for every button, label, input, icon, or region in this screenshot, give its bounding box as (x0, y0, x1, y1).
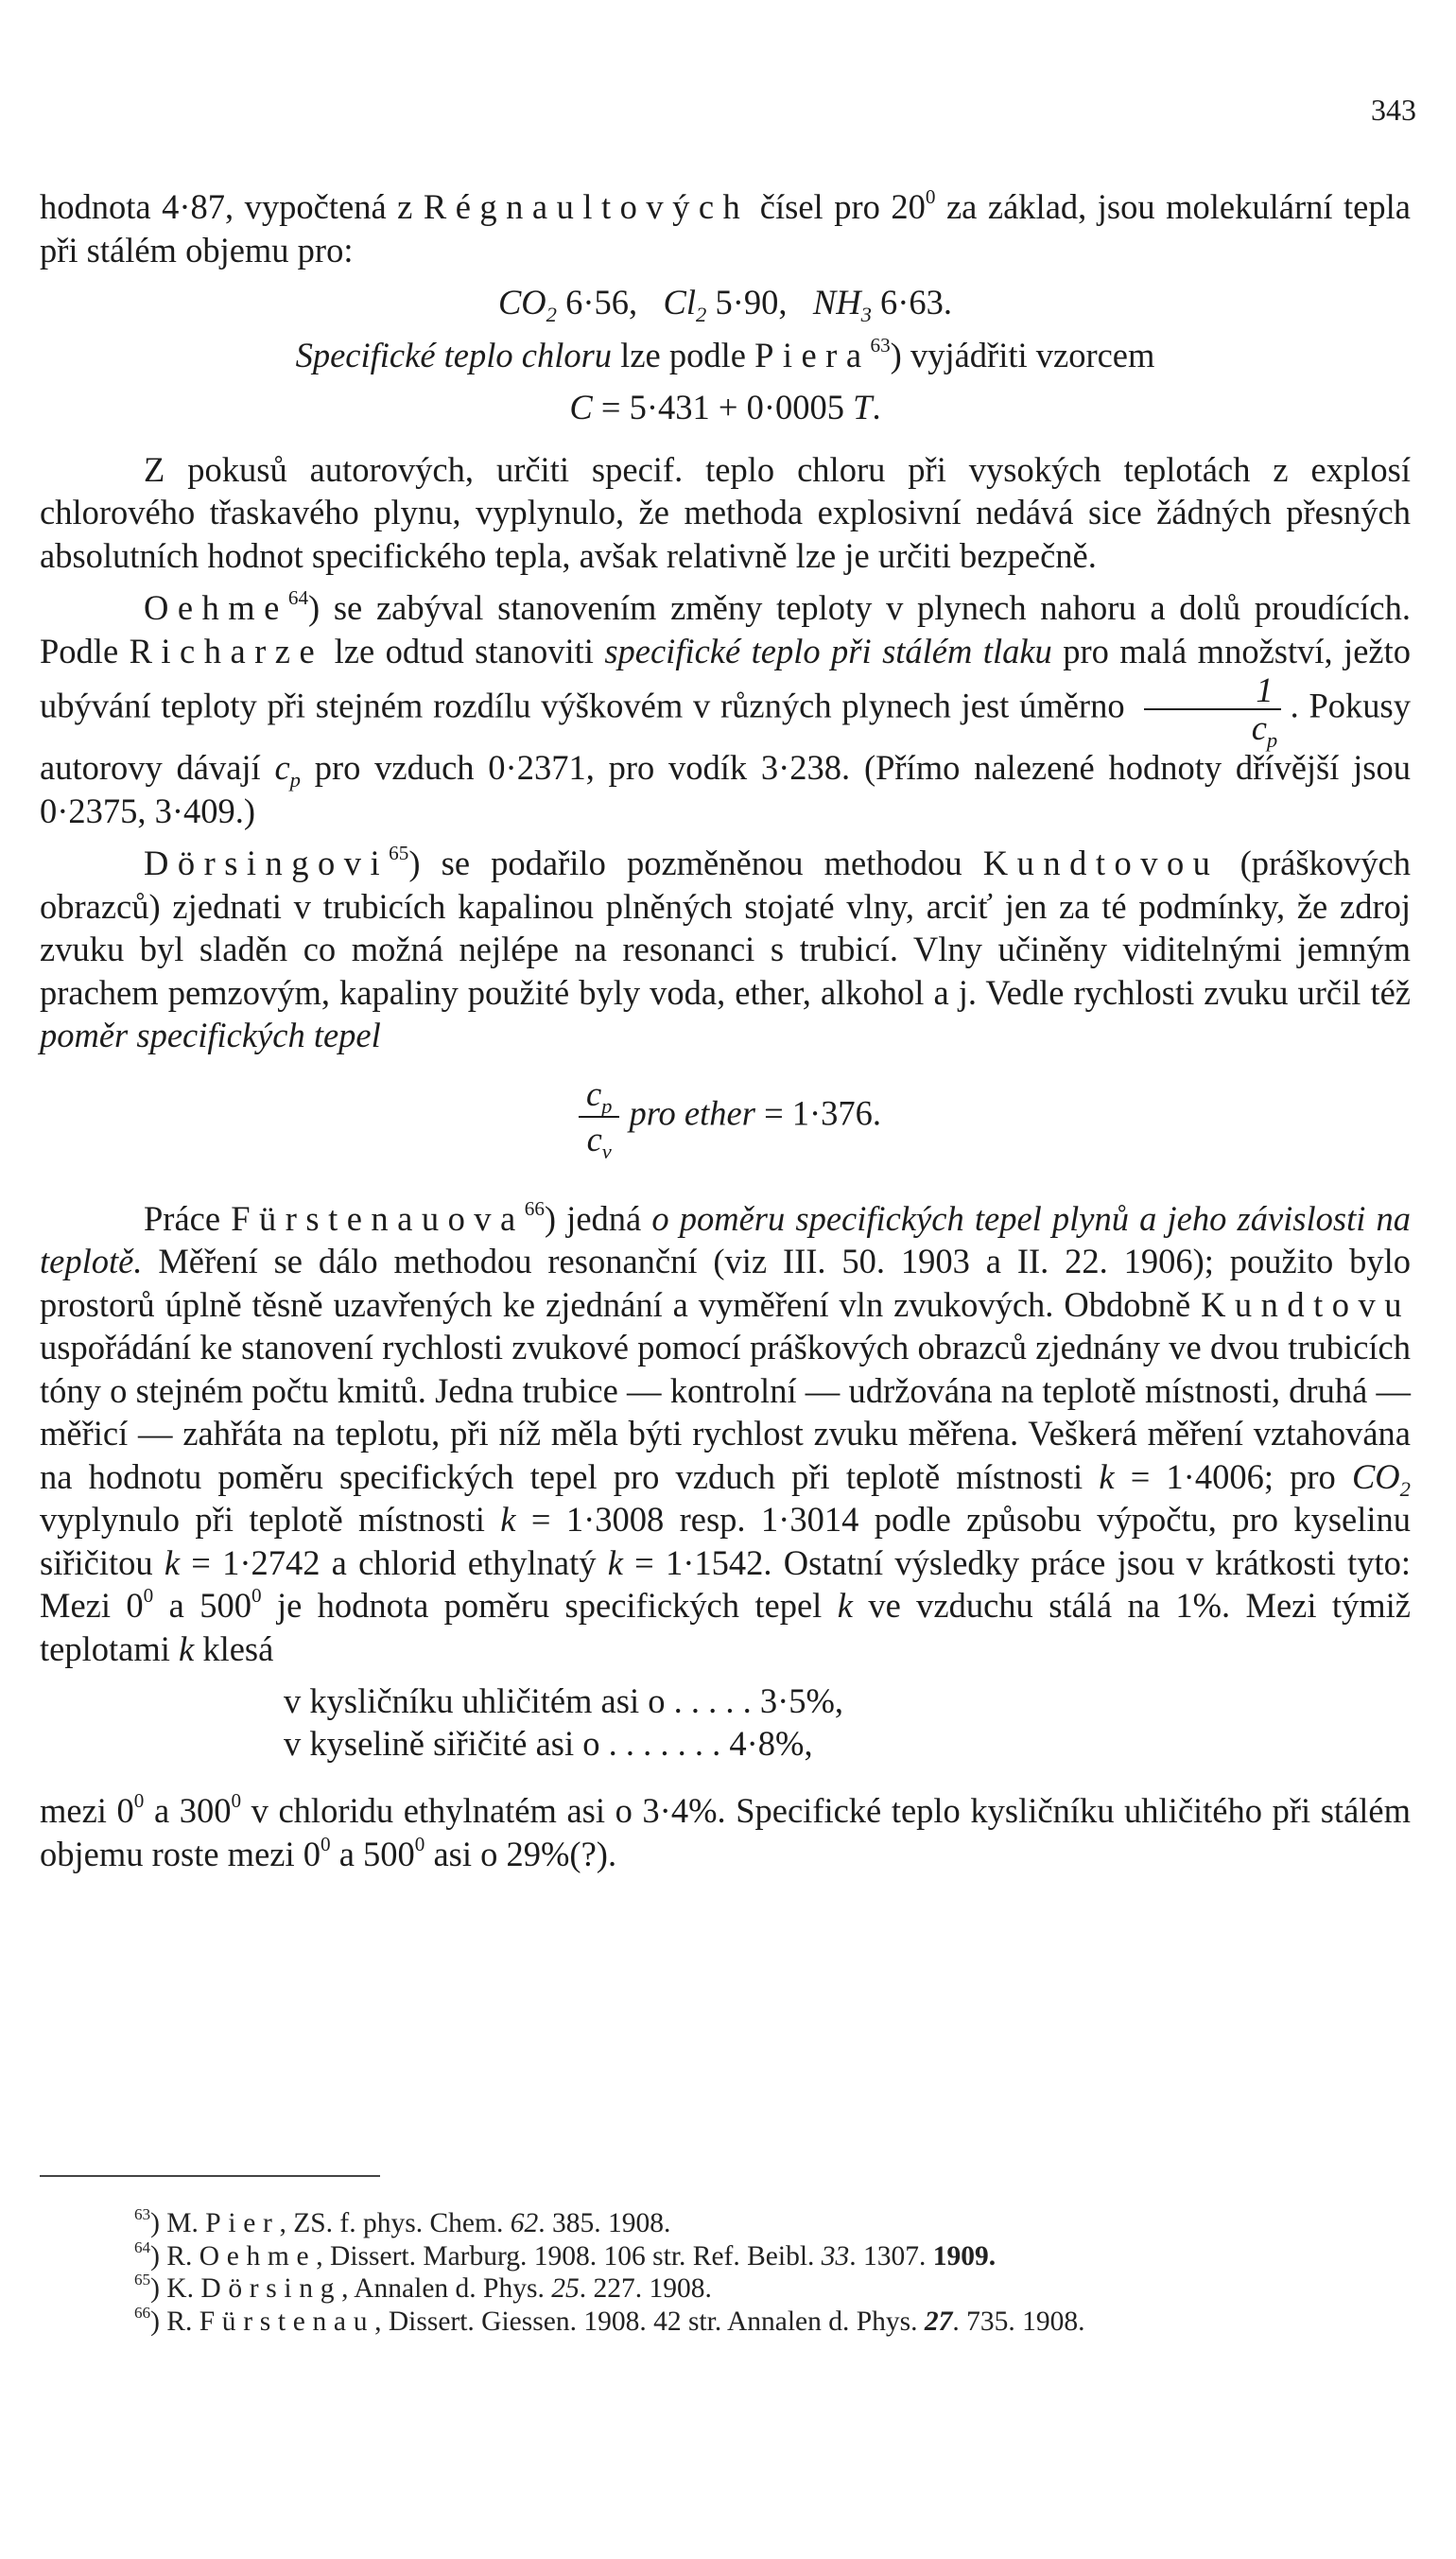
italic-term: pro ether (629, 1092, 755, 1132)
text-run: uspořádání ke stanovení rychlosti zvukové pomocí práškových obrazců zjednány ve dvou trubicích tóny o stejném počtu kmitů. Jedna trubice — kontrolní — udržována na teplotě místnosti, druhá — měřicí — zahřáta na teplotu, při níž měla býti rychlost zvuku měřena. Veškerá měření vztahována na hodnotu poměru specifických tepel pro vzduch při teplotě místnosti (40, 1328, 1411, 1496)
text-run: mezi 0 (40, 1791, 134, 1830)
text-run: pro vzduch 0·2371, pro vodík 3·238. (Přímo nalezené hodnoty dřívější jsou 0·2375, 3·409.) (40, 748, 1411, 830)
text-run: ) jedná (544, 1198, 652, 1238)
text-run: , ZS. f. phys. Chem. (279, 2208, 511, 2238)
footnote-mark: 65 (134, 2271, 151, 2289)
degree-mark: 0 (231, 1789, 242, 1813)
author-name: Kundtovu (1201, 1284, 1411, 1324)
year: 1909. (932, 2240, 997, 2272)
symbol: c (1251, 708, 1267, 747)
volume: 33 (821, 2240, 850, 2272)
symbol: k (1099, 1456, 1115, 1496)
volume: 25 (551, 2273, 580, 2304)
italic-term: specifické teplo při stálém tlaku (604, 631, 1052, 670)
subscript: 2 (696, 302, 707, 326)
author-name: Kundtovou (982, 844, 1220, 882)
volume: 27 (924, 2306, 953, 2337)
formula-cp-cv-ether (40, 1072, 1411, 1161)
formula-nh3: NH (812, 283, 861, 322)
text-run: ) vyjádřiti vzorcem (890, 335, 1155, 374)
text-run: . 1307. (849, 2240, 933, 2272)
text-run: lze podle (612, 335, 755, 374)
author-name: Fürstenauova (231, 1198, 525, 1238)
symbol: c (274, 748, 290, 787)
page-number: 343 (1371, 93, 1416, 127)
author-name: Dörsingovi (144, 844, 390, 882)
text-run: lze odtud stanoviti (323, 631, 605, 670)
value-nh3: 6·63. (871, 283, 953, 322)
volume: 62 (510, 2208, 539, 2238)
text-run: ) R. (150, 2306, 199, 2337)
text-run: ve vzduchu stálá na 1%. Mezi týmiž teplotami (40, 1586, 1412, 1668)
value-co2: 6·56, (556, 283, 638, 322)
text-run: ) M. (150, 2208, 206, 2238)
italic-term: poměr specifických tepel (40, 1016, 381, 1054)
formula-co2: CO (497, 283, 546, 322)
footnote-ref: 63 (870, 333, 891, 357)
text-run: , Annalen d. Phys. (341, 2273, 552, 2304)
text-run: a 300 (144, 1791, 232, 1830)
decrease-list (284, 1680, 1411, 1765)
symbol: k (607, 1542, 623, 1582)
text-run: ) se podařilo pozměněnou methodou (408, 844, 983, 882)
italic-term: o poměru specifických tepel plynů a jeho závislosti na teplotě. (40, 1198, 1412, 1280)
text-run: ) se zabýval stanovením změny teploty v plynech nahoru a dolů proudících. Podle (40, 588, 1411, 670)
paragraph-2 (40, 334, 1411, 377)
text-run: Práce (144, 1198, 232, 1238)
formula-molecular-heats (40, 281, 1411, 324)
text-run: Měření se dálo methodou resonanční (viz III. 50. 1903 a II. 22. 1906); použito bylo prostorů úplně těsně uzavřených ke zjednání a vyměření vln zvukových. Obdobně (40, 1242, 1411, 1324)
degree-mark: 0 (414, 1832, 425, 1855)
text-run: pro malá množství, ježto ubývání teploty při stejném rozdílu výškovém v různých plynech jest úměrno (40, 631, 1411, 725)
degree-mark: 0 (925, 185, 936, 209)
text-run: (práškových obrazců) zjednati v trubicích kapalinou plněných stojaté vlny, arciť jen za té podmínky, že zdroj zvuku byl sladěn co možná nejlépe na resonanci s trubicí. Vlny učiněny viditelnými jemným prachem pemzovým, kapaliny použité byly voda, ether, alkohol a j. Vedle rychlosti zvuku určil též (40, 844, 1412, 1012)
paragraph-5 (40, 842, 1411, 1057)
author-name: Oehme (199, 2240, 317, 2272)
text-run: a 500 (330, 1834, 415, 1873)
text-run: za základ, jsou molekulární tepla při stálém objemu pro: (40, 187, 1411, 270)
text-run: = 1·3008 resp. 1·3014 podle způsobu výpočtu, pro kyselinu siřičitou (40, 1500, 1412, 1582)
degree-mark: 0 (133, 1789, 145, 1813)
paragraph-3: Z pokusů autorových, určiti specif. teplo chloru při vysokých teplotách z explosí chlorového třaskavého plynu, vyplynulo, že methoda explosivní nedává sice žádných přesných absolutních hodnot specifického tepla, avšak relativně lze je určiti bezpečně. (40, 449, 1411, 575)
symbol: T (853, 388, 873, 426)
formula-cl2: Cl (663, 283, 697, 322)
list-item: v kyselině siřičité asi o . . . . . . . 4·8%, (284, 1724, 813, 1763)
footnotes (40, 2207, 1411, 2338)
value-cl2: 5·90, (706, 283, 788, 322)
footnote-ref: 66 (524, 1196, 545, 1220)
author-name: Pier (205, 2208, 280, 2238)
footnote-ref: 64 (287, 586, 309, 610)
symbol: C (569, 388, 593, 426)
degree-mark: 0 (321, 1832, 331, 1855)
symbol: k (500, 1500, 516, 1539)
formula-chlorine-heat (40, 386, 1411, 429)
text-run: čísel pro 20 (749, 187, 926, 226)
subscript: 2 (1399, 1476, 1411, 1501)
denominator (1144, 708, 1280, 752)
author-name: Richarze (129, 631, 324, 670)
subscript: p (1266, 727, 1278, 752)
value: = 1·376. (754, 1092, 882, 1132)
footnote-divider (40, 2175, 380, 2177)
text-run: v chloridu ethylnatém asi o 3·4%. Specifické teplo kysličníku uhličitého při stálém objemu roste mezi 0 (40, 1791, 1412, 1873)
text-run: = 5·431 + 0·0005 (592, 388, 854, 426)
degree-mark: 0 (251, 1584, 262, 1608)
text-run: , Dissert. Giessen. 1908. 42 str. Annalen d. Phys. (374, 2306, 925, 2337)
fraction-one-over-cp (1144, 670, 1280, 752)
subscript: p (601, 1093, 613, 1118)
text-run: = 1·1542. Ostatní výsledky práce jsou v krátkosti tyto: Mezi 0 (40, 1542, 1411, 1625)
text-run: . 385. 1908. (538, 2208, 671, 2238)
denominator (579, 1118, 620, 1161)
text-run: . (872, 388, 881, 426)
symbol: k (178, 1628, 195, 1668)
author-name: Dörsing (200, 2273, 342, 2304)
symbol: k (837, 1586, 853, 1625)
symbol: c (586, 1119, 602, 1158)
paragraph-4 (40, 586, 1411, 832)
subscript: 2 (546, 302, 557, 326)
text-run: ) K. (150, 2273, 201, 2304)
footnote-64 (40, 2237, 1411, 2273)
text-run: vyplynulo při teplotě místnosti (40, 1500, 501, 1539)
footnote-66 (40, 2303, 1411, 2339)
subscript: v (601, 1139, 612, 1163)
footnote-63 (40, 2207, 1411, 2240)
numerator (579, 1072, 620, 1118)
text-run: a 500 (153, 1586, 251, 1625)
text-run: asi o 29%(?). (425, 1834, 617, 1873)
numerator: 1 (1144, 672, 1280, 710)
text-run: hodnota 4·87, vypočtená z (40, 187, 424, 226)
degree-mark: 0 (143, 1584, 154, 1608)
italic-term: Specifické teplo chloru (295, 335, 613, 374)
symbol: c (585, 1073, 602, 1113)
subscript: 3 (860, 302, 872, 326)
footnote-mark: 66 (134, 2303, 151, 2322)
footnote-65 (40, 2272, 1411, 2306)
text-run: je hodnota poměru specifických tepel (261, 1586, 838, 1625)
paragraph-6 (40, 1197, 1411, 1671)
text-run: ) R. (150, 2240, 199, 2272)
author-name: Oehme (144, 588, 288, 627)
author-name: Fürstenau (199, 2306, 375, 2337)
body-text (40, 185, 1411, 1875)
formula-co2: CO (1351, 1456, 1400, 1496)
text-run: . 735. 1908. (952, 2306, 1085, 2337)
text-run: klesá (194, 1628, 274, 1668)
paragraph-7 (40, 1789, 1411, 1875)
list-item: v kysličníku uhličitém asi o . . . . . 3·5%, (284, 1681, 844, 1720)
text-run: , Dissert. Marburg. 1908. 106 str. Ref. Beibl. (316, 2240, 822, 2272)
footnote-mark: 63 (134, 2205, 151, 2224)
symbol: k (164, 1542, 181, 1582)
author-name: Régnaultových (423, 187, 750, 226)
subscript: p (289, 767, 301, 792)
text-run: = 1·2742 a chlorid ethylnatý (180, 1542, 608, 1582)
text-run: = 1·4006; pro (1114, 1456, 1352, 1496)
text-run: . Pokusy autorovy dávají (40, 686, 1411, 787)
footnote-mark: 64 (134, 2237, 151, 2256)
fraction-cp-over-cv (579, 1072, 620, 1161)
text-run: . 227. 1908. (579, 2273, 712, 2304)
paragraph-1 (40, 185, 1411, 271)
author-name: Piera (754, 335, 871, 374)
footnote-ref: 65 (389, 842, 409, 865)
